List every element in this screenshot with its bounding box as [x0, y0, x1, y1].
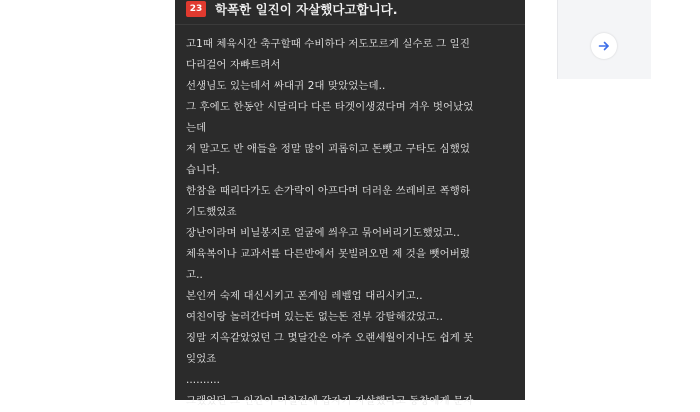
- arrow-right-icon: [598, 40, 610, 52]
- post-line: 는데: [186, 122, 207, 134]
- post-line: 여친이랑 놀러간다며 있는돈 없는돈 전부 강탈해갔었고..: [186, 311, 443, 323]
- side-card: [557, 0, 651, 79]
- post-line: 저 말고도 반 애들을 정말 많이 괴롭히고 돈뺏고 구타도 심했었: [186, 143, 471, 155]
- post-line: 그랬었던 그 인간이 며칠전에 갑자기 자살했다고 동창에게 문자: [186, 395, 474, 407]
- post-line: 고1때 체육시간 축구할때 수비하다 저도모르게 실수로 그 일진: [186, 38, 470, 50]
- post-header: [175, 0, 525, 25]
- post-body: [186, 34, 518, 412]
- post-line: 그 후에도 한동안 시달리다 다른 타겟이생겼다며 겨우 벗어났었: [186, 101, 474, 113]
- post-line: 잊었죠: [186, 353, 217, 365]
- post-line: 본인꺼 숙제 대신시키고 폰게임 레벨업 대리시키고..: [186, 290, 423, 302]
- next-arrow-button[interactable]: [591, 33, 617, 59]
- post-line: 징말 지옥같았었던 그 몇달간은 아주 오랜세월이지나도 쉽게 못: [186, 332, 474, 344]
- post-line: 장난이라며 비닐봉지로 얼굴에 씌우고 묶어버리기도했었고..: [186, 227, 460, 239]
- post-line: 고..: [186, 269, 203, 281]
- post-line: 습니다.: [186, 164, 220, 176]
- post-line: ..........: [186, 374, 221, 386]
- post-line: 선생님도 있는데서 싸대귀 2대 맞았었는데..: [186, 80, 386, 92]
- post-line: 기도했었죠: [186, 206, 237, 218]
- post-card: [175, 0, 525, 407]
- post-line: 체육복이나 교과서를 다른반에서 못빌려오면 제 것을 뺏어버렸: [186, 248, 470, 260]
- post-title[interactable]: 학폭한 일진이 자살했다고합니다.: [215, 2, 398, 17]
- rank-badge: 23: [186, 1, 206, 17]
- post-line: 다리걸어 자빠트려서: [186, 59, 281, 71]
- post-line: 한참을 때리다가도 손가락이 아프다며 더러운 쓰레비로 폭행하: [186, 185, 470, 197]
